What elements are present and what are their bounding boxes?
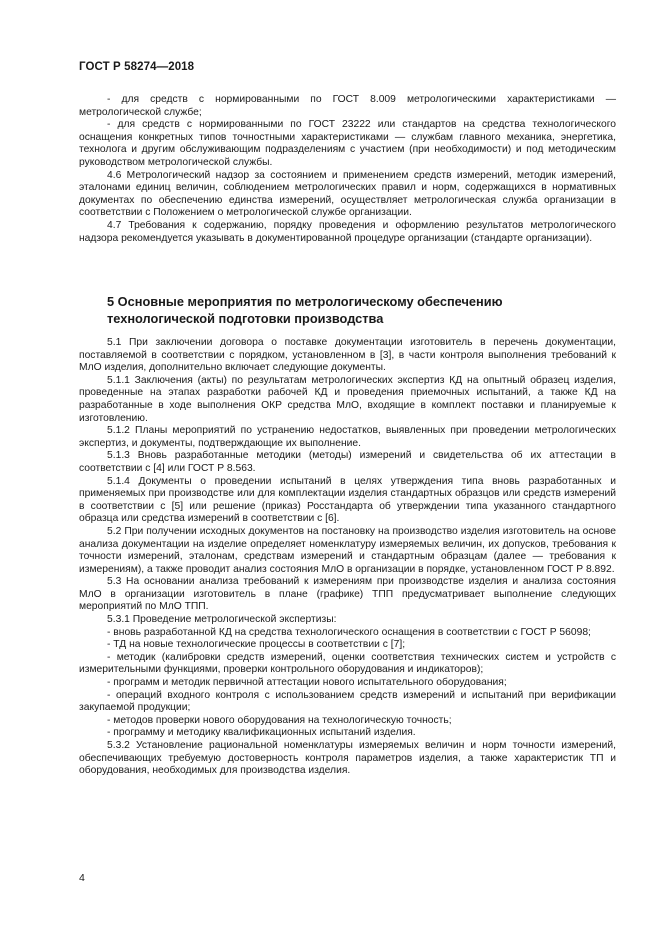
list-item: - операций входного контроля с использованием средств измерений и испытаний при верификации закупаемой продукции; [79,689,616,714]
list-item: - методик (калибровки средств измерений, оценки соответствия технических систем и устройств с измерительными функциями, проверки контрольного оборудования и индикаторов); [79,651,616,676]
text-block-lower [79,337,616,778]
paragraph: 5.1.3 Вновь разработанные методики (методы) измерений и свидетельства об их аттестации в соответствии с [4] или ГОСТ Р 8.563. [79,450,616,474]
list-item: - вновь разработанной КД на средства технологического оснащения в соответствии с ГОСТ Р 56098; [107,626,591,638]
list-item: - программу и методику квалификационных испытаний изделия. [107,727,416,739]
text-block-upper [79,94,616,245]
page-number: 4 [79,872,85,884]
section-heading: 5 Основные мероприятия по метрологическому обеспечению технологической подготовки производства [107,294,503,326]
paragraph: - для средств с нормированными по ГОСТ 8.009 метрологическими характеристиками — метрологической службе; [79,94,616,118]
paragraph: 5.2 При получении исходных документов на постановку на производство изделия изготовитель на основе анализа документации на изделие определяет номенклатуру измеряемых величин, их допусков, требования к точности измерений, эталонам, средствам измерений и стандартным образцам (далее — требования к измерениям), а также проводит анализ состояния МлО в организации в порядке, установленном ГОСТ Р 8.892. [79,525,616,575]
paragraph: 4.7 Требования к содержанию, порядку проведения и оформлению результатов метрологического надзора рекомендуется указывать в документированной процедуре организации (стандарте организации). [79,219,616,244]
paragraph: 5.3 На основании анализа требований к измерениям при производстве изделия и анализа состояния МлО в организации изготовитель в плане (графике) ТПП предусматривает выполнение следующих мероприятий по МлО ТПП. [79,576,616,613]
list-item: - программ и методик первичной аттестации нового испытательного оборудования; [107,677,507,689]
list-item: - ТД на новые технологические процессы в соответствии с [7]; [107,639,406,651]
paragraph: 5.1.1 Заключения (акты) по результатам метрологических экспертиз КД на опытный образец изделия, проведенные на этапах разработки рабочей КД и проведения приемочных испытаний, а также КД на разработанные в ходе выполнения ОКР средства МлО, входящие в комплект поставки и планируемые к изготовлению. [79,374,616,424]
paragraph: 5.1.2 Планы мероприятий по устранению недостатков, выявленных при проведении метрологических экспертиз, и документы, подтверждающие их выполнение. [79,425,616,449]
paragraph: 4.6 Метрологический надзор за состоянием и применением средств измерений, методик измерений, эталонами единиц величин, соблюдением метрологических правил и норм, содержащихся в нормативных документах по обеспечению единства измерений, осуществляет метрологическая служба организации в соответствии с Положением о метрологической службе организации. [79,169,616,219]
standard-header: ГОСТ Р 58274—2018 [79,61,195,73]
list-item: - методов проверки нового оборудования на технологическую точность; [107,714,452,726]
paragraph: 5.3.2 Установление рациональной номенклатуры измеряемых величин и норм точности измерений, обеспечивающих требуемую достоверность контроля параметров изделия, а также характеристик ТП и оборудования, необходимых для производства изделия. [79,740,616,777]
paragraph: 5.1.4 Документы о проведении испытаний в целях утверждения типа вновь разработанных и применяемых при производстве или для комплектации изделия стандартных образцов или средств измерений в соответствии с [5] или решение (приказ) Росстандарта об утверждении типа указанного стандартного образца или средства измерений в соответствии с [6]. [79,475,616,525]
paragraph: - для средств с нормированными по ГОСТ 23222 или стандартов на средства технологического оснащения конкретных типов точностными характеристиками — службам главного механика, энергетика, технолога и другим обслуживающим подразделениям с участием (при необходимости) и под методическим руководством метрологической службы. [79,119,616,168]
paragraph: 5.1 При заключении договора о поставке документации изготовитель в перечень документации, поставляемой в соответствии с порядком, установленном в [3], в части контроля выполнения требований к МлО изделия, дополнительно включает следующие документы. [79,337,616,374]
paragraph: 5.3.1 Проведение метрологической экспертизы: [107,614,337,626]
